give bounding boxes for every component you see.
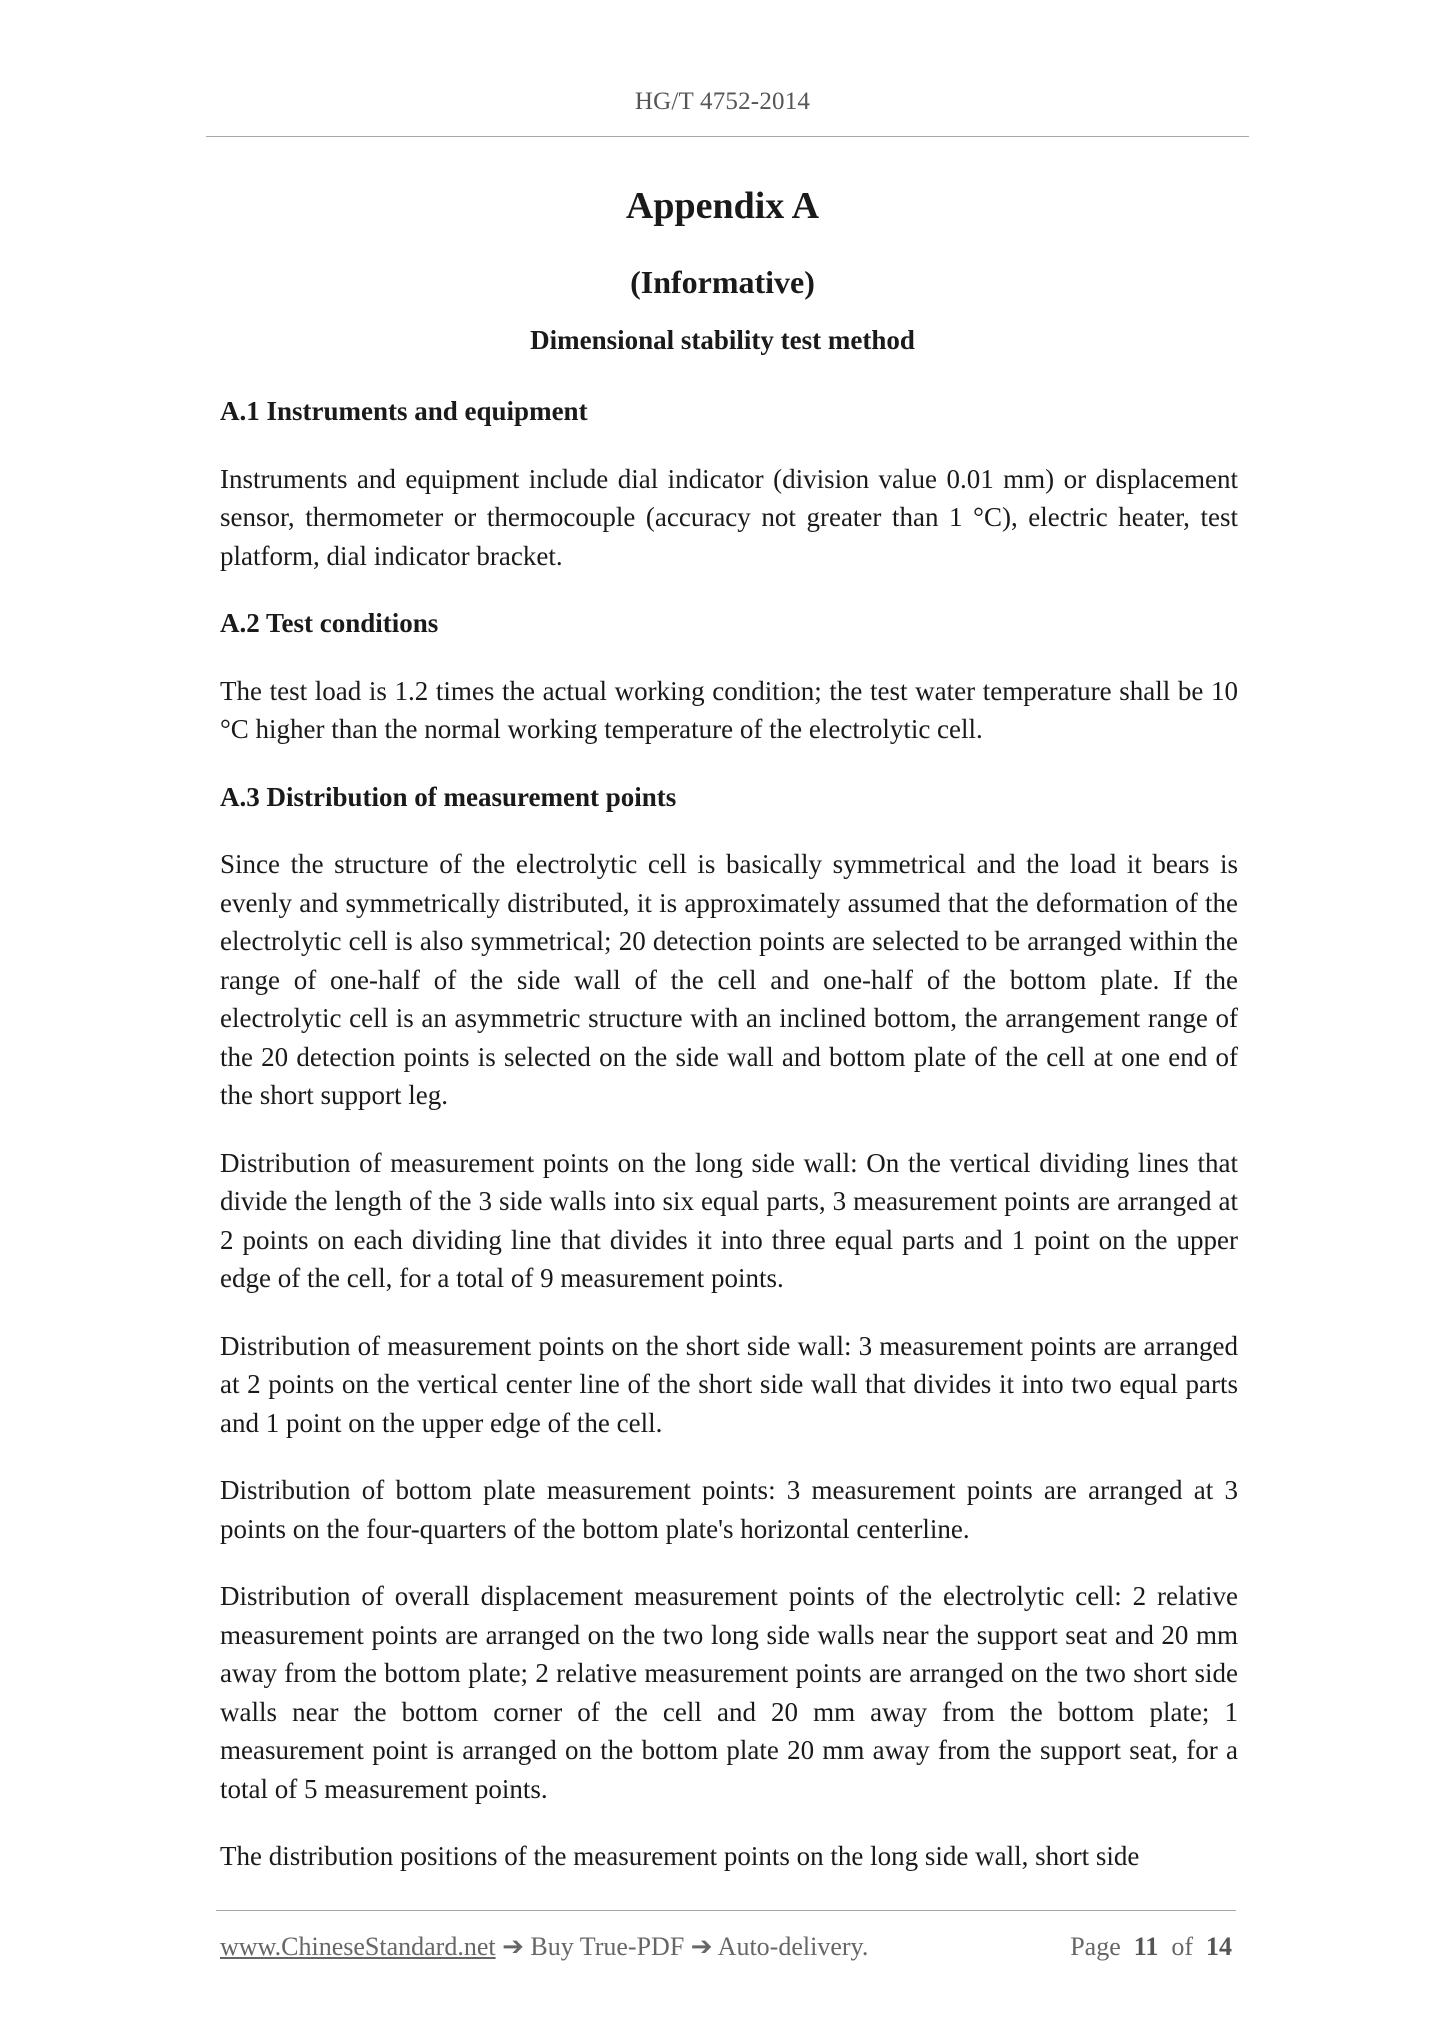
total-pages: 14 xyxy=(1206,1932,1232,1961)
of-label: of xyxy=(1171,1932,1193,1961)
arrow-right-icon: ➔ xyxy=(502,1932,524,1961)
footer-promo xyxy=(220,1932,868,1962)
section-heading: A.3 Distribution of measurement points xyxy=(220,781,677,812)
running-header: HG/T 4752-2014 xyxy=(634,88,811,115)
appendix-caption: Dimensional stability test method xyxy=(530,325,915,355)
section-a2 xyxy=(220,604,1238,749)
buy-text: Buy True-PDF xyxy=(530,1932,685,1961)
paragraph: Distribution of bottom plate measurement points: 3 measurement points are arranged at 3 points on the four-quarters of the bottom plate's horizontal centerline. xyxy=(220,1475,1238,1544)
page-label: Page xyxy=(1070,1932,1121,1961)
paragraph: Distribution of measurement points on the long side wall: On the vertical dividing lines that divide the length of the 3 side walls into six equal parts, 3 measurement points are arranged at 2 points on each dividing line that divides it into three equal parts and 1 point on the upper edge of the cell, for a total of 9 measurement points. xyxy=(220,1147,1238,1293)
paragraph: The test load is 1.2 times the actual working condition; the test water temperature shall be 10 °C higher than the normal working temperature of the electrolytic cell. xyxy=(220,675,1238,744)
header-divider xyxy=(206,136,1249,137)
paragraph-continued: The distribution positions of the measurement points on the long side wall, short side xyxy=(220,1841,1140,1871)
section-a1 xyxy=(220,392,1238,575)
arrow-right-icon: ➔ xyxy=(690,1932,713,1961)
appendix-title: Appendix A xyxy=(625,185,820,227)
paragraph: Instruments and equipment include dial indicator (division value 0.01 mm) or displacement sensor, thermometer or thermocouple (accuracy not greater than 1 °C), electric heater, test platform, dial indicator bracket. xyxy=(220,463,1238,571)
section-heading: A.2 Test conditions xyxy=(220,608,439,638)
document-body xyxy=(220,392,1238,1905)
appendix-subtitle: (Informative) xyxy=(630,264,815,300)
paragraph: Since the structure of the electrolytic cell is basically symmetrical and the load it bears is evenly and symmetrically distributed, it is approximately assumed that the deformation of the electrolytic cell is also symmetrical; 20 detection points are selected to be arranged within the range of one-half of the side wall of the cell and one-half of the bottom plate. If the electrolytic cell is an asymmetric structure with an inclined bottom, the arrangement range of the 20 detection points is selected on the side wall and bottom plate of the cell at one end of the short support leg. xyxy=(220,849,1238,1110)
paragraph: Distribution of overall displacement measurement points of the electrolytic cell: 2 relative measurement points are arranged on the two long side walls near the support seat and 20 mm away from the bottom plate; 2 relative measurement points are arranged on the two short side walls near the bottom corner of the cell and 20 mm away from the bottom plate; 1 measurement point is arranged on the bottom plate 20 mm away from the support seat, for a total of 5 measurement points. xyxy=(220,1581,1238,1804)
section-a3 xyxy=(220,778,1238,1876)
delivery-text: Auto-delivery. xyxy=(717,1932,869,1961)
footer-divider xyxy=(216,1910,1236,1911)
paragraph: Distribution of measurement points on the short side wall: 3 measurement points are arranged at 2 points on the vertical center line of the short side wall that divides it into two equal parts and 1 point on the upper edge of the cell. xyxy=(220,1330,1238,1438)
page-indicator xyxy=(1070,1932,1232,1962)
page-number: 11 xyxy=(1133,1932,1159,1961)
website-link[interactable]: www.ChineseStandard.net xyxy=(220,1932,496,1961)
section-heading: A.1 Instruments and equipment xyxy=(220,396,588,426)
